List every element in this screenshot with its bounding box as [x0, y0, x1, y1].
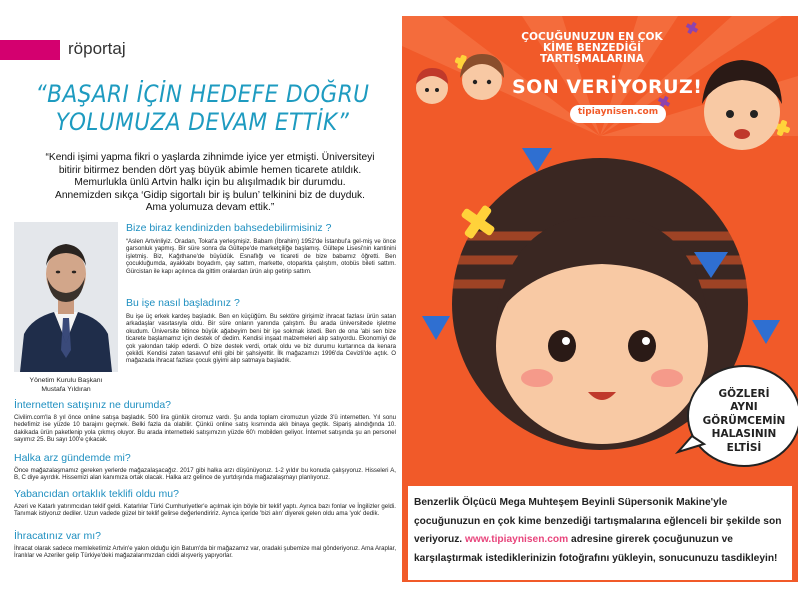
photo-caption: [14, 376, 118, 394]
answer-paragraph: İhracat olarak sadece memleketimiz Artvin'e yakın olduğu için Batum'da bir mağazamız var, oradaki şubemize mal gönderiyoruz. Ama Araplar, İranlılar ve Azeriler gelip Türkiye'deki mağazalarımızdan ciddi alışveriş yapıyorlar.: [14, 545, 397, 560]
portrait-photo: [14, 222, 118, 372]
ad-text-box: [408, 486, 792, 580]
ad-url-link[interactable]: tipiaynisen.com: [577, 107, 659, 117]
ad-headline-line-1: ÇOCUĞUNUZUN EN ÇOK: [521, 31, 663, 43]
headline-line-2: YOLUMUZA DEVAM ETTİK”: [55, 108, 350, 136]
ad-body-link[interactable]: www.tipiaynisen.com: [464, 534, 569, 545]
answer-paragraph: Azeri ve Katarlı yatırımcıdan teklif geldi. Katarlılar Türki Cumhuriyetler'e açılmak için böyle bir teklif yaptı. Ayrıca bazı fonlar ve İngilizler geldi. Tanımak istiyoruz dediler. Uzun vadede güzel bir teklif gelirse değerlendiririz. Ayrıca içeride 'bizi alın' diyerek gelen oldu ama 'yok' dedik.: [14, 503, 396, 518]
portrait-illustration: [14, 222, 118, 372]
ad-headline-line-3: TARTIŞMALARINA: [540, 53, 644, 65]
badge-line: GÖZLERİ: [718, 388, 770, 400]
ad-headline-big: SON VERİYORUZ!: [512, 76, 703, 98]
answer-paragraph: Civilim.com'la 8 yıl önce online satışa başladık. 500 lira günlük ciromuz vardı. Şu anda toplam ciromuzun yüzde 3'ü internetten. Yıl sonu hedefimiz ise yüzde 10 barajını geçmek. Belki fazla da olabilir. Çünkü online satış kısmında aklı binaya geçtik. Sipariş alındığında 10. dakikada ürün paketlenip yola çıkmış oluyor. Bu arada internetteki satışımızın yüzde 60'ı mobilden geliyor. İnternet satışında şu an personel sayımız 25. Bu sayı 100'e çıkacak.: [14, 414, 396, 444]
question-heading: İhracatınız var mı?: [14, 530, 101, 542]
advertisement: [402, 16, 798, 582]
photo-caption-name: Mustafa Yıldıran: [41, 386, 91, 393]
badge-line: GÖRÜMCEMİN: [702, 414, 786, 427]
ad-headline-line-2: KİME BENZEDİĞİ: [542, 42, 642, 54]
speech-bubble-text: [696, 388, 792, 455]
question-heading: İnternetten satışınız ne durumda?: [14, 399, 172, 411]
answer-paragraph: “Aslen Artvinliyiz. Oradan, Tokat'a yerleşmişiz. Babam (İbrahim) 1952'de İstanbul'a gel-miş ve önce garsonluk yapmış. Bir süre sonra da Gültepe'de marketçiliğe başlamış. Gültepe Lisesi'nin kantinini işletmiş. Biz, Kağıthane'de büyüdük. Esnaflığı ve ticareti de bize babamız öğretti. Ben çocukluğumda, ayakkabı boyadım, çay sattım, markette, otoparkta çalıştım, otobüs bileti sattım. Gürcistan ile kapı açılınca da gittim oralardan ürün alıp getirip sattım.: [126, 238, 396, 275]
headline-line-1: “BAŞARI İÇİN HEDEFE DOĞRU: [35, 80, 370, 108]
question-heading: Bize biraz kendinizden bahsedebilirmisiniz ?: [126, 222, 332, 234]
ad-body-part-2: adresine girerek çocuğunuzun ve karşılaştırmak istediklerinizin fotoğrafını yükleyin, sonucunuzu tasdikleyin!: [414, 534, 778, 564]
section-color-bar: [0, 40, 60, 60]
intro-quote: “Kendi işimi yapma fikri o yaşlarda zihnimde iyice yer etmişti. Üniversiteyi bitirir bitirmez benden dört yaş büyük abimle hemen ticarete atıldık. Memurlukla ünlü Artvin halkı için bu alışılmadık bir durumdu. Annemizden sıkça ‘Gidip sigortalı bir iş bulun’ telkinini biz de duyduk. Ama yolumuza devam ettik.”: [45, 152, 375, 214]
article-headline: [29, 80, 376, 136]
badge-line: HALASININ: [711, 428, 777, 441]
badge-line: ELTİSİ: [726, 441, 762, 454]
answer-paragraph: Önce mağazalaşmamız gereken yerlerde mağazalaşacağız. 2017 gibi halka arzı düşünüyoruz. 1-2 yıldır bu konuda çalışıyoruz. Hisseleri A, B, C diye ayırdık. Hissemizi alan kanımıza ortak olacak. Halka arz gelince de yurtdışında mağazalaşmayı planlıyoruz.: [14, 467, 396, 482]
question-heading: Bu işe nasıl başladınız ?: [126, 297, 240, 309]
photo-caption-title: Yönetim Kurulu Başkanı: [29, 377, 103, 384]
ad-headline-small: [512, 32, 672, 65]
ad-body-part-1: Benzerlik Ölçücü Mega Muhteşem Beyinli Süpersonik Makine'yle çocuğunuzun en çok kime benzediği tartışmalarına eğlenceli bir şekilde son veriyoruz.: [414, 497, 782, 545]
ad-body-text: [414, 494, 794, 568]
question-heading: Yabancıdan ortaklık teklifi oldu mu?: [14, 488, 179, 500]
advertisement-page: [400, 0, 800, 600]
answer-paragraph: Bu işe üç erkek kardeş başladık. Ben en küçüğüm. Bu sektöre girişimiz ihracat fazlası ürün satan arkadaşlar vasıtasıyla oldu. Bir süre onların yanında çalıştım. Bu arada üniversitede işletme okudum. Üniversite bitince büyük ağabeyim beni bir işe sokmak istedi. Ben de ona 'abi sen bize ticarete başlamamız için destek ol' dedim. Kendisi inşaat malzemeleri alıp satıyordu. Ekonomiyi de çok yakından takip ederdi. O bize destek verdi, ortak oldu ve biz durumu kurtarınca da kenara çekildi. Kendisi zaten tasavvuf ehli gibi bir şahsiyettir. İlk mağazamızı 1996'da Cevizli'de açtık. O mağazada ihracat fazlası çocuk giyimi alıp satmaya başladık.: [126, 313, 396, 365]
badge-line: AYNI: [730, 401, 758, 414]
section-label: röportaj: [68, 39, 126, 58]
question-heading: Halka arz gündemde mi?: [14, 452, 131, 464]
